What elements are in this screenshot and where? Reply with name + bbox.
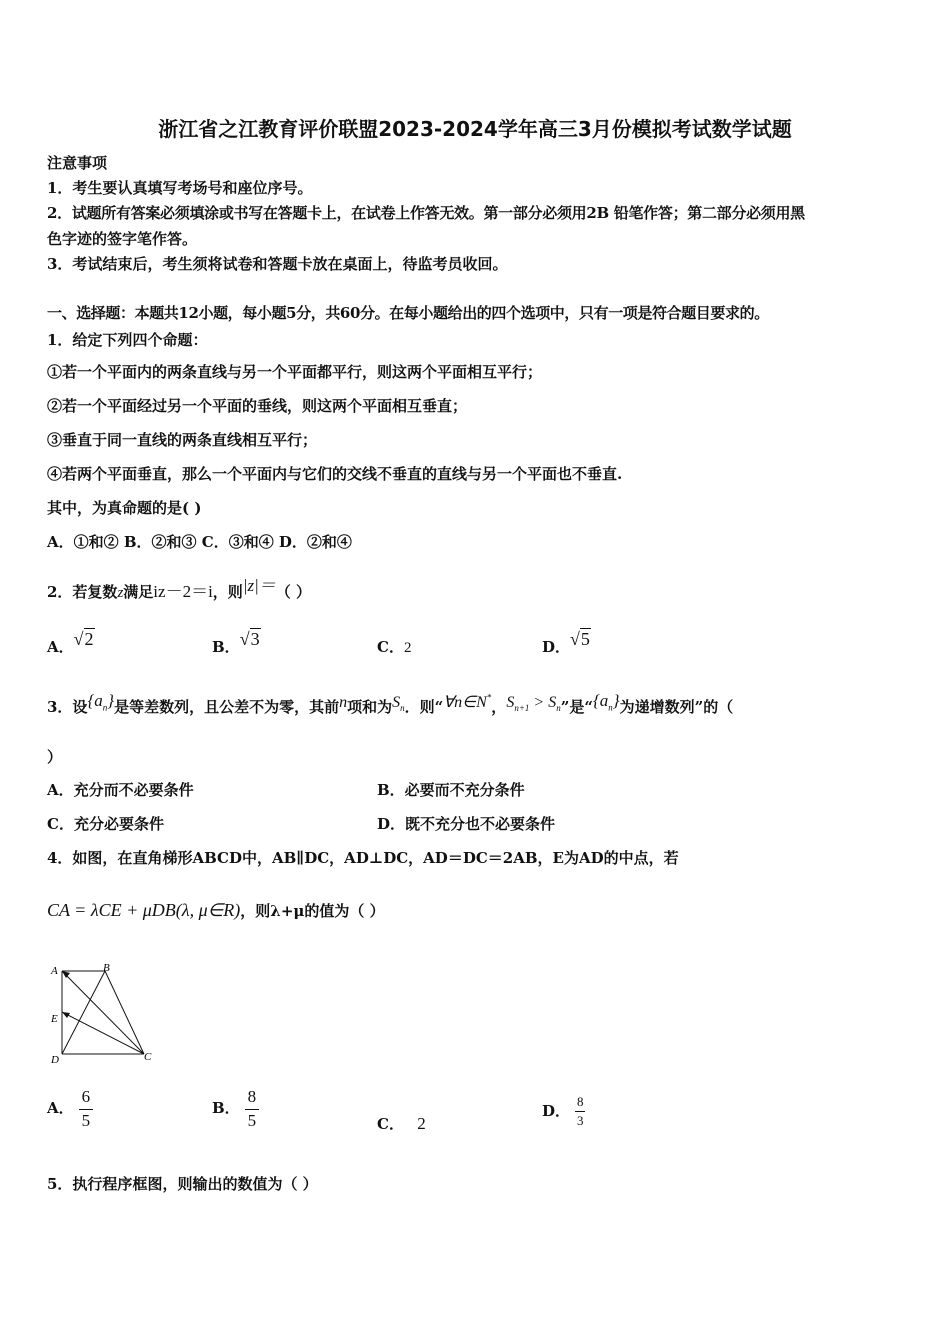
notice-item: 色字迹的签字笔作答。 bbox=[47, 230, 198, 248]
q2-text: 满足 bbox=[123, 583, 154, 601]
option-label: D． bbox=[542, 638, 571, 656]
q3-text: ”是“ bbox=[560, 698, 593, 716]
figure-label-c: C bbox=[144, 1051, 152, 1063]
question-1-ask: 其中，为真命题的是( ) bbox=[47, 499, 202, 517]
notice-item: 3．考试结束后，考生须将试卷和答题卡放在桌面上，待监考员收回。 bbox=[47, 255, 508, 273]
q2-text: ，则 bbox=[212, 583, 243, 601]
figure-label-b: B bbox=[103, 962, 110, 974]
option-label: B． bbox=[212, 638, 240, 656]
q3-text: 为递增数列”的（ bbox=[619, 698, 734, 716]
q2-option-a bbox=[47, 629, 95, 657]
q2-abs: |z|＝ bbox=[242, 576, 276, 595]
var-s-n: $S_n$ bbox=[392, 694, 405, 714]
proposition: ②若一个平面经过另一个平面的垂线，则这两个平面相互垂直； bbox=[47, 397, 468, 415]
sqrt: √3 bbox=[239, 629, 260, 649]
radicand: 3 bbox=[250, 629, 260, 649]
q4-option-d bbox=[542, 1095, 585, 1129]
var-z: z bbox=[117, 585, 124, 601]
seq-a-n: $\{a_n\}$ bbox=[87, 691, 115, 713]
proposition: ①若一个平面内的两条直线与另一个平面都平行，则这两个平面相互平行； bbox=[47, 363, 543, 381]
q3-text: 3．设 bbox=[47, 698, 88, 716]
sqrt: √5 bbox=[570, 629, 590, 649]
q2-text: （ ） bbox=[275, 583, 312, 601]
q2-equation: iz－2＝i bbox=[153, 582, 213, 601]
seq-a-n: $\{a_n\}$ bbox=[592, 691, 620, 713]
trapezoid-figure bbox=[44, 960, 164, 1070]
option-label: B． bbox=[212, 1099, 240, 1118]
q3-text: ， bbox=[491, 698, 507, 716]
q4-option-a bbox=[47, 1088, 93, 1130]
question-3-stem bbox=[47, 691, 734, 718]
q2-text: 2．若复数 bbox=[47, 583, 118, 601]
question-1-options: A．①和② B．②和③ C．③和④ D．②和④ bbox=[47, 533, 352, 551]
question-4-stem: 4．如图，在直角梯形ABCD中，AB∥DC，AD⊥DC，AD＝DC＝2AB，E为AD的中点，若 bbox=[47, 849, 679, 867]
notice-item: 1．考生要认真填写考场号和座位序号。 bbox=[47, 179, 313, 197]
q3-option-a: A．充分而不必要条件 bbox=[47, 781, 194, 799]
option-label: A． bbox=[47, 638, 74, 656]
vector-formula: CA = λCE + μDB(λ, μ∈R) bbox=[47, 900, 241, 920]
option-value: 2 bbox=[417, 1114, 426, 1133]
option-label: A． bbox=[47, 1099, 74, 1118]
question-3-close: ） bbox=[47, 748, 63, 766]
radicand: 2 bbox=[84, 629, 94, 649]
sqrt: √2 bbox=[73, 629, 94, 649]
question-5-stem: 5．执行程序框图，则输出的数值为（ ） bbox=[47, 1175, 318, 1193]
option-value: 2 bbox=[403, 640, 412, 656]
q4-option-c bbox=[377, 1113, 426, 1134]
q2-option-c bbox=[377, 636, 411, 657]
option-label: D． bbox=[542, 1101, 571, 1120]
figure-label-e: E bbox=[51, 1013, 58, 1025]
q3-text: 是等差数列，且公差不为零，其前 bbox=[114, 698, 340, 716]
option-label: C． bbox=[377, 638, 404, 656]
q3-text: 项和为 bbox=[347, 698, 393, 716]
fraction: $\frac{8}{5}$ bbox=[245, 1088, 259, 1130]
fraction: $\frac{8}{3}$ bbox=[577, 1094, 584, 1129]
option-label: C． bbox=[377, 1115, 404, 1133]
q3-text: ．则“ bbox=[404, 698, 444, 716]
proposition: ④若两个平面垂直，那么一个平面内与它们的交线不垂直的直线与另一个平面也不垂直. bbox=[47, 465, 623, 483]
notice-item: 2．试题所有答案必须填涂或书写在答题卡上，在试卷上作答无效。第一部分必须用2B 铅笔作答；第二部分必须用黑 bbox=[47, 204, 805, 222]
question-4-ask: ，则λ+μ的值为（ ） bbox=[240, 902, 385, 920]
proposition: ③垂直于同一直线的两条直线相互平行； bbox=[47, 431, 318, 449]
var-n: n bbox=[339, 694, 348, 711]
notice-heading: 注意事项 bbox=[47, 154, 108, 172]
q2-option-b bbox=[212, 629, 261, 657]
q3-option-b: B．必要而不充分条件 bbox=[377, 781, 525, 799]
fraction: $\frac{6}{5}$ bbox=[79, 1088, 93, 1130]
radicand: 5 bbox=[580, 629, 590, 649]
q2-option-d bbox=[542, 629, 591, 657]
section-heading: 一、选择题：本题共12小题，每小题5分，共60分。在每小题给出的四个选项中，只有一项是符合题目要求的。 bbox=[47, 304, 769, 322]
question-4-formula-line bbox=[47, 900, 385, 921]
q4-option-b bbox=[212, 1088, 259, 1130]
q3-option-d: D．既不充分也不必要条件 bbox=[377, 815, 556, 833]
question-1-stem: 1．给定下列四个命题： bbox=[47, 331, 208, 349]
sum-condition: $S_{n+1} > S_n$ bbox=[506, 694, 561, 714]
question-2-stem bbox=[47, 577, 311, 602]
q3-option-c: C．充分必要条件 bbox=[47, 815, 164, 833]
figure-label-d: D bbox=[51, 1054, 59, 1066]
forall-condition: ∀n∈N* bbox=[443, 692, 492, 711]
page-title: 浙江省之江教育评价联盟2023-2024学年高三3月份模拟考试数学试题 bbox=[158, 117, 792, 141]
figure-label-a: A bbox=[51, 965, 58, 977]
